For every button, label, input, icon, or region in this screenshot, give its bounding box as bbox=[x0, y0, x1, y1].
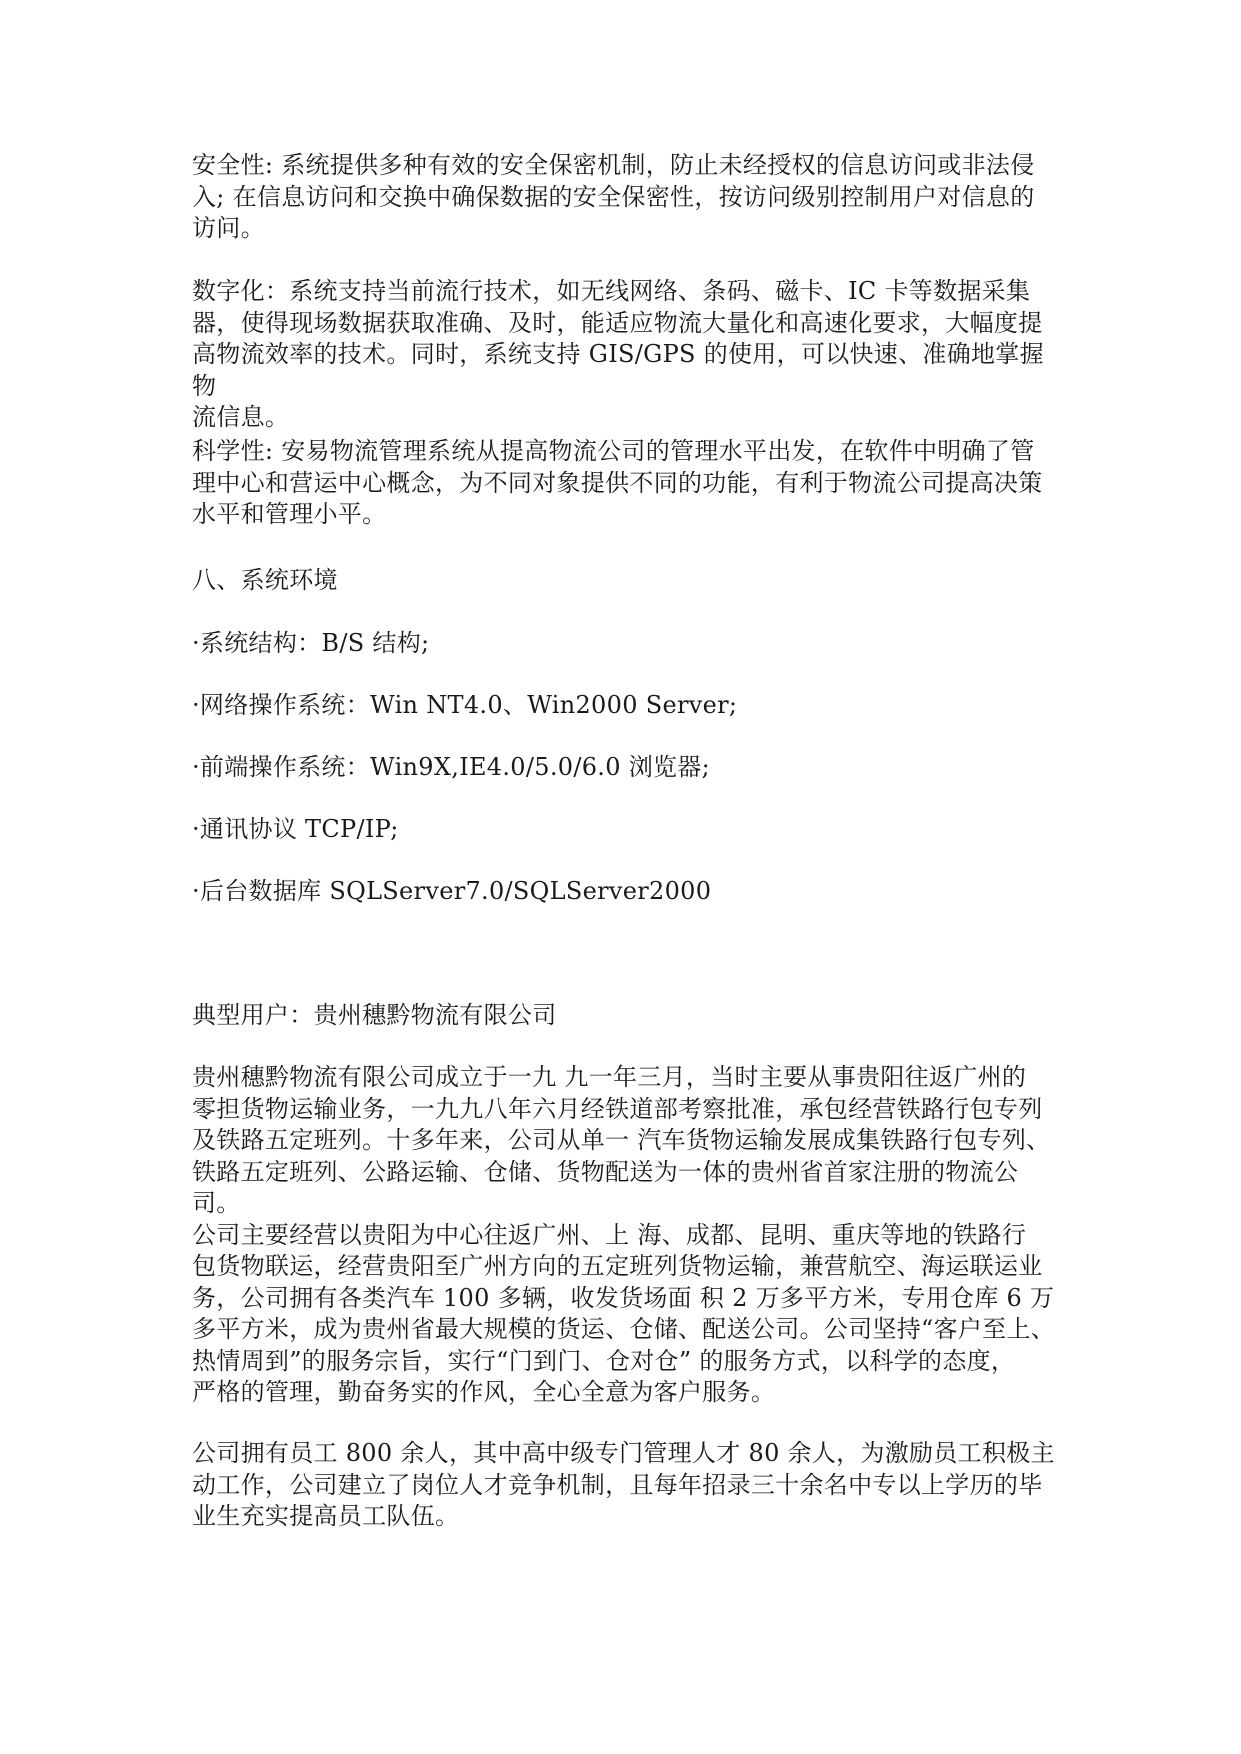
environment-item-client-os: ·前端操作系统：Win9X,IE4.0/5.0/6.0 浏览器; bbox=[192, 753, 710, 781]
environment-item-database: ·后台数据库 SQLServer7.0/SQLServer2000 bbox=[192, 877, 712, 905]
security-paragraph: 安全性: 系统提供多种有效的安全保密机制，防止未经授权的信息访问或非法侵 入; 在信息访问和交换中确保数据的安全保密性，按访问级别控制用户对信息的 访问。 bbox=[192, 151, 1035, 242]
environment-item-architecture: ·系统结构：B/S 结构; bbox=[192, 629, 430, 657]
typical-user-heading: 典型用户：贵州穗黔物流有限公司 bbox=[192, 1001, 557, 1029]
environment-item-network-os: ·网络操作系统：Win NT4.0、Win2000 Server; bbox=[192, 691, 738, 719]
staff-paragraph: 公司拥有员工 800 余人，其中高中级专门管理人才 80 余人，为激励员工积极主 动工作，公司建立了岗位人才竞争机制，且每年招录三十余名中专以上学历的毕 业生充实提高员工队伍。 bbox=[192, 1439, 1055, 1530]
environment-heading: 八、系统环境 bbox=[192, 566, 338, 594]
digital-paragraph: 数字化：系统支持当前流行技术，如无线网络、条码、磁卡、IC 卡等数据采集 器，使得现场数据获取准确、及时，能适应物流大量化和高速化要求，大幅度提 高物流效率的技术。同时，系统支持 GIS/GPS 的使用，可以快速、准确地掌握物 流信息。 bbox=[192, 277, 1044, 431]
science-paragraph: 科学性: 安易物流管理系统从提高物流公司的管理水平出发，在软件中明确了管 理中心和营运中心概念，为不同对象提供不同的功能，有利于物流公司提高决策 水平和管理小平。 bbox=[192, 437, 1043, 528]
company-paragraph: 贵州穗黔物流有限公司成立于一九 九一年三月，当时主要从事贵阳往返广州的 零担货物运输业务，一九九八年六月经铁道部考察批准，承包经营铁路行包专列 及铁路五定班列。十多年来，公司从单一 汽车货物运输发展成集铁路行包专列、 铁路五定班列、公路运输、仓储、货物配送为一体的贵州省首家注册的物流公司。 公司主要经营以贵阳为中心往返广州、上 海、成都、昆明、重庆等地的铁路行 包货物联运，经营贵阳至广州方向的五定班列货物运输，兼营航空、海运联运业 务，公司拥有各类汽车 100 多辆，收发货场面 积 2 万多平方米，专用仓库 6 万 多平方米，成为贵州省最大规模的货运、仓储、配送公司。公司坚持“客户至上、 热情周到”的服务宗旨，实行“门到门、仓对仓” 的服务方式，以科学的态度， 严格的管理，勤奋务实的作风，全心全意为客户服务。 bbox=[192, 1063, 1056, 1406]
environment-item-protocol: ·通讯协议 TCP/IP; bbox=[192, 815, 399, 843]
